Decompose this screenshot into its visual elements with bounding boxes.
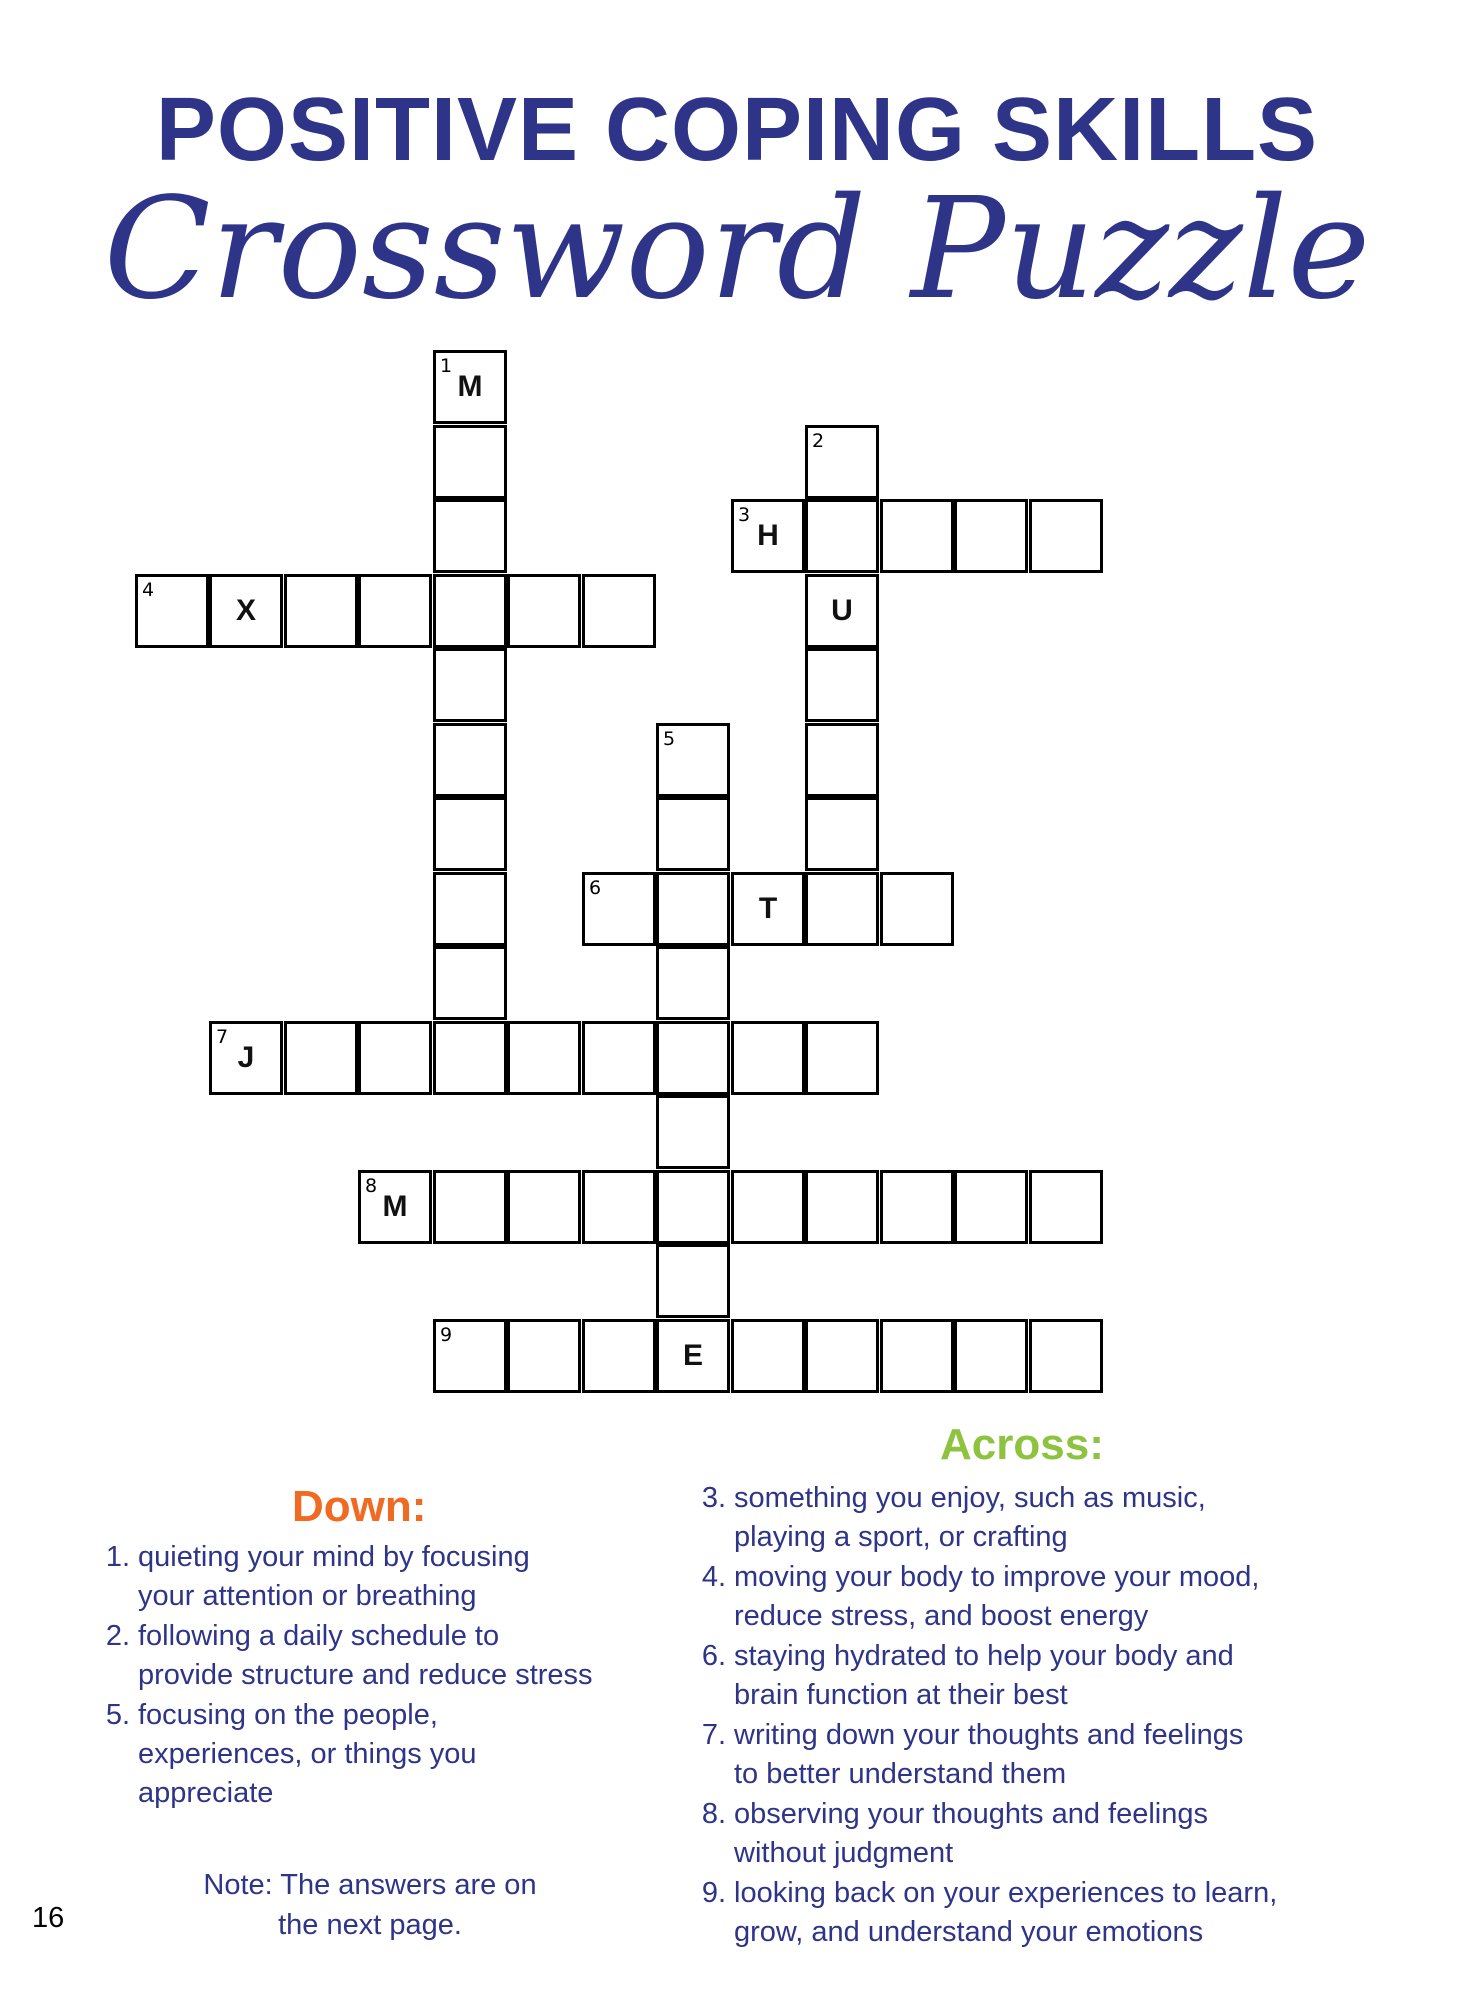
across-heading: Across: bbox=[940, 1420, 1104, 1469]
grid-cell[interactable] bbox=[433, 499, 507, 573]
clue-number: 8 bbox=[365, 1175, 378, 1197]
across-clue-3: 3. something you enjoy, such as music, playing a sport, or crafting bbox=[701, 1482, 1206, 1553]
grid-cell[interactable] bbox=[582, 872, 656, 946]
grid-cell[interactable] bbox=[805, 648, 879, 722]
grid-cell[interactable] bbox=[656, 1021, 730, 1095]
grid-cell[interactable] bbox=[731, 499, 805, 573]
down-clue-1: 1. quieting your mind by focusing your attention or breathing bbox=[105, 1541, 530, 1612]
grid-cell[interactable] bbox=[805, 872, 879, 946]
grid-cell[interactable] bbox=[433, 872, 507, 946]
grid-cell[interactable] bbox=[731, 1021, 805, 1095]
grid-cell[interactable] bbox=[433, 350, 507, 424]
across-clue-8: 8. observing your thoughts and feelings without judgment bbox=[701, 1798, 1208, 1869]
grid-cell[interactable] bbox=[731, 1319, 805, 1393]
grid-cell[interactable] bbox=[880, 1319, 954, 1393]
grid-cell[interactable] bbox=[954, 1170, 1028, 1244]
grid-cell[interactable] bbox=[805, 1021, 879, 1095]
grid-cell[interactable] bbox=[805, 1170, 879, 1244]
grid-cell[interactable] bbox=[954, 1319, 1028, 1393]
across-clue-4: 4. moving your body to improve your mood, reduce stress, and boost energy bbox=[701, 1561, 1260, 1632]
grid-cell[interactable] bbox=[433, 723, 507, 797]
grid-cell[interactable] bbox=[284, 1021, 358, 1095]
grid-cell[interactable] bbox=[731, 872, 805, 946]
grid-cell[interactable] bbox=[805, 499, 879, 573]
grid-cell[interactable] bbox=[805, 1319, 879, 1393]
grid-cell[interactable] bbox=[433, 946, 507, 1020]
given-letter: H bbox=[757, 519, 779, 552]
grid-cell[interactable] bbox=[582, 1021, 656, 1095]
grid-cell[interactable] bbox=[880, 872, 954, 946]
grid-cell[interactable] bbox=[1029, 1170, 1103, 1244]
clue-number: 1 bbox=[440, 355, 453, 377]
grid-cell[interactable] bbox=[358, 1021, 432, 1095]
grid-cell[interactable] bbox=[880, 1170, 954, 1244]
grid-cell[interactable] bbox=[656, 797, 730, 871]
grid-cell[interactable] bbox=[433, 648, 507, 722]
clue-number: 6 bbox=[589, 877, 602, 899]
across-clue-9: 9. looking back on your experiences to learn, grow, and understand your emotions bbox=[701, 1877, 1278, 1948]
grid-cell[interactable] bbox=[507, 1319, 581, 1393]
given-letter: X bbox=[235, 594, 256, 627]
given-letter: U bbox=[831, 594, 853, 627]
grid-cell[interactable] bbox=[433, 425, 507, 499]
grid-cell[interactable] bbox=[656, 872, 730, 946]
given-letter: T bbox=[758, 892, 778, 925]
grid-cell[interactable] bbox=[1029, 499, 1103, 573]
across-clue-7: 7. writing down your thoughts and feelings to better understand them bbox=[701, 1719, 1244, 1790]
page-number: 16 bbox=[32, 1902, 65, 1934]
down-heading: Down: bbox=[292, 1482, 427, 1531]
grid-cell[interactable] bbox=[582, 574, 656, 648]
grid-cell[interactable] bbox=[358, 574, 432, 648]
grid-cell[interactable] bbox=[805, 574, 879, 648]
given-letter: E bbox=[682, 1339, 703, 1372]
grid-cell[interactable] bbox=[805, 723, 879, 797]
grid-cell[interactable] bbox=[507, 574, 581, 648]
page-title: POSITIVE COPING SKILLS bbox=[155, 80, 1319, 180]
grid-cell[interactable] bbox=[656, 1319, 730, 1393]
clue-number: 9 bbox=[440, 1324, 453, 1346]
answer-note: Note: The answers are on the next page. bbox=[203, 1869, 537, 1941]
grid-cell[interactable] bbox=[433, 574, 507, 648]
grid-cell[interactable] bbox=[209, 1021, 283, 1095]
grid-cell[interactable] bbox=[358, 1170, 432, 1244]
clue-number: 2 bbox=[812, 430, 825, 452]
grid-cell[interactable] bbox=[880, 499, 954, 573]
grid-cell[interactable] bbox=[209, 574, 283, 648]
grid-cell[interactable] bbox=[284, 574, 358, 648]
grid-cell[interactable] bbox=[582, 1319, 656, 1393]
clue-number: 7 bbox=[216, 1026, 229, 1048]
grid-cell[interactable] bbox=[433, 1170, 507, 1244]
grid-cell[interactable] bbox=[656, 1170, 730, 1244]
clue-number: 4 bbox=[142, 579, 155, 601]
grid-cell[interactable] bbox=[507, 1170, 581, 1244]
grid-cell[interactable] bbox=[582, 1170, 656, 1244]
grid-cell[interactable] bbox=[954, 499, 1028, 573]
given-letter: J bbox=[237, 1041, 255, 1074]
grid-cell[interactable] bbox=[731, 1170, 805, 1244]
given-letter: M bbox=[382, 1190, 408, 1223]
grid-cell[interactable] bbox=[507, 1021, 581, 1095]
down-clue-5: 5. focusing on the people, experiences, or things you appreciate bbox=[105, 1699, 477, 1809]
grid-cell[interactable] bbox=[656, 946, 730, 1020]
grid-cell[interactable] bbox=[135, 574, 209, 648]
clue-number: 3 bbox=[738, 504, 751, 526]
grid-cell[interactable] bbox=[805, 425, 879, 499]
grid-cell[interactable] bbox=[433, 1021, 507, 1095]
given-letter: M bbox=[457, 370, 483, 403]
grid-cell[interactable] bbox=[433, 797, 507, 871]
grid-cell[interactable] bbox=[656, 723, 730, 797]
grid-cell[interactable] bbox=[656, 1095, 730, 1169]
grid-cell[interactable] bbox=[433, 1319, 507, 1393]
grid-cell[interactable] bbox=[805, 797, 879, 871]
down-clue-2: 2. following a daily schedule to provide structure and reduce stress bbox=[105, 1620, 593, 1691]
grid-cell[interactable] bbox=[656, 1244, 730, 1318]
across-clue-6: 6. staying hydrated to help your body and brain function at their best bbox=[701, 1640, 1234, 1711]
clue-number: 5 bbox=[663, 728, 676, 750]
page-subtitle: Crossword Puzzle bbox=[103, 168, 1371, 331]
grid-cell[interactable] bbox=[1029, 1319, 1103, 1393]
